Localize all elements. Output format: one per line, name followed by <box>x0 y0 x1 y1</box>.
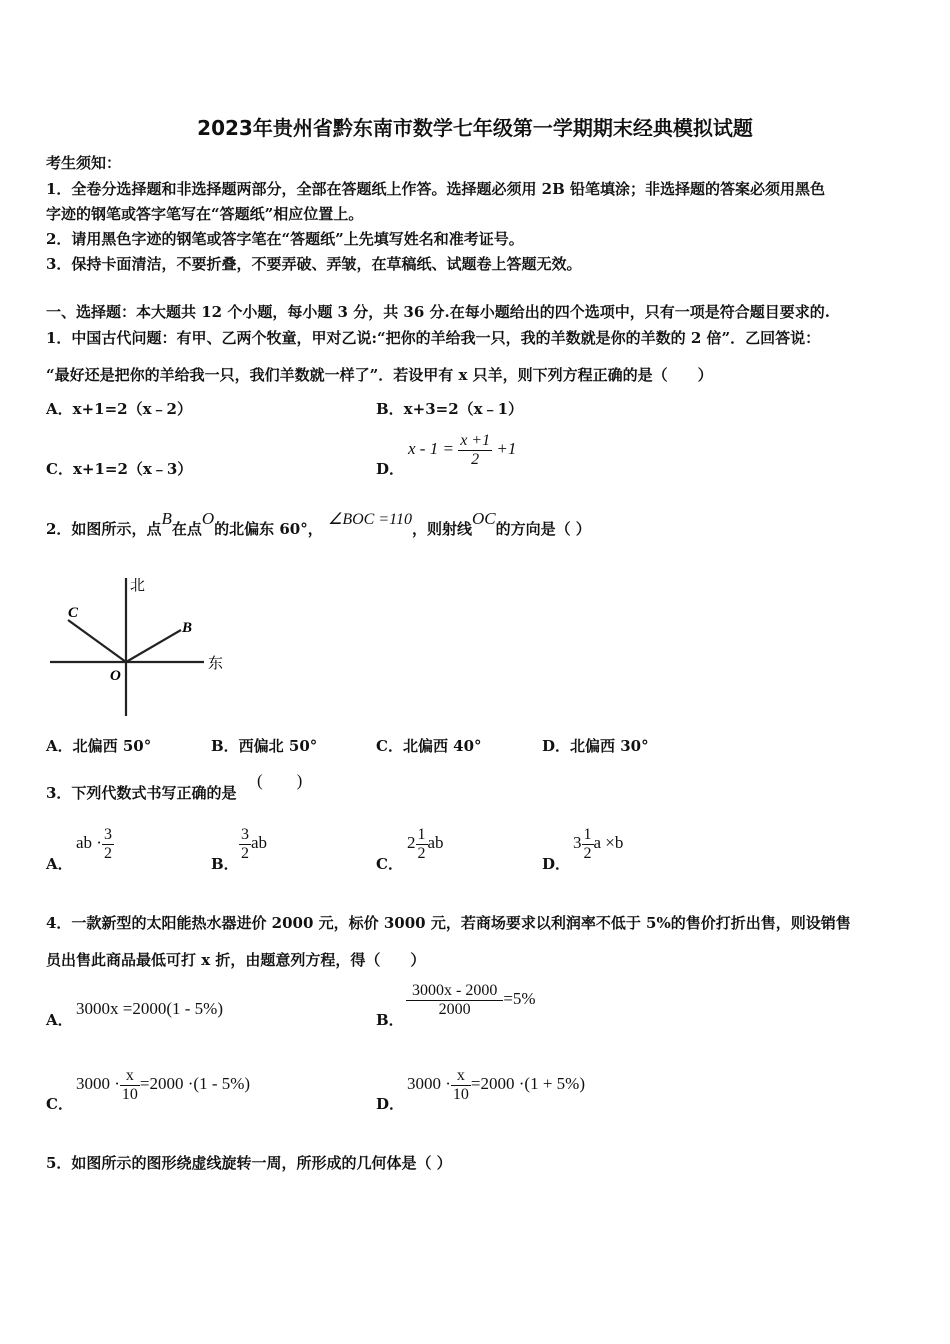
q3-option-b-label: B． <box>211 855 239 873</box>
east-label: 东 <box>208 654 224 672</box>
notice-line-1b: 字迹的钢笔或答字笔写在“答题纸”相应位置上。 <box>46 205 364 223</box>
notice-line-2: 2．请用黑色字迹的钢笔或答字笔在“答题纸”上先填写姓名和准考证号。 <box>46 230 524 248</box>
q1-option-d-expr: x - 1 = $\frac{x +1}{2}$ +1 <box>408 432 517 468</box>
direction-diagram <box>46 570 236 722</box>
ray-ob <box>126 630 181 662</box>
q2-option-c: C．北偏西 40° <box>376 737 482 755</box>
q4-line-2: 员出售此商品最低可打 x 折，由题意列方程，得（ ） <box>46 951 426 969</box>
q1-d-fraction: $\frac{x +1}{2}$ <box>460 432 491 468</box>
q1-option-a: A．x+1=2（x﹣2） <box>46 400 192 418</box>
q4-option-a-label: A． <box>46 1011 73 1029</box>
q2-option-b: B．西偏北 50° <box>211 737 318 755</box>
q3-option-c-label: C． <box>376 855 403 873</box>
point-o-label: O <box>110 668 121 684</box>
q3-option-c-expr: 2 $\frac{1}{2}$ ab <box>407 826 444 862</box>
q4-option-a-expr: 3000x =2000(1 - 5%) <box>76 999 223 1018</box>
notice-line-1a: 1．全卷分选择题和非选择题两部分，全部在答题纸上作答。选择题必须用 2B 铅笔填涂；非选择题的答案必须用黑色 <box>46 180 826 198</box>
q3-stem: 3．下列代数式书写正确的是 <box>46 784 237 802</box>
q4-option-d-label: D． <box>376 1095 405 1113</box>
q4-option-b-label: B． <box>376 1011 404 1029</box>
notice-line-3: 3．保持卡面清洁，不要折叠，不要弄破、弄皱，在草稿纸、试题卷上答题无效。 <box>46 255 582 273</box>
point-c-label: C <box>68 605 79 621</box>
q2-option-a: A．北偏西 50° <box>46 737 152 755</box>
point-b-label: B <box>182 620 193 636</box>
q1-option-c: C．x+1=2（x﹣3） <box>46 460 193 478</box>
notice-heading: 考生须知： <box>46 154 122 172</box>
q5-stem: 5．如图所示的图形绕虚线旋转一周，所形成的几何体是（ ） <box>46 1154 452 1172</box>
q3-option-b-expr: $\frac{3}{2}$ ab <box>241 826 268 862</box>
q3-option-d-expr: 3 $\frac{1}{2}$ a ×b <box>573 826 624 862</box>
page-title: 2023年贵州省黔东南市数学七年级第一学期期末经典模拟试题 <box>197 116 753 140</box>
q4-option-b-expr: $\frac{3000x - 2000}{2000}$ =5% <box>406 982 536 1018</box>
q1-option-b: B．x+3=2（x﹣1） <box>376 400 524 418</box>
q2-stem: 2．如图所示，点B在点O的北偏东 60°， ∠BOC =110，则射线OC的方向是（ ） <box>46 509 591 538</box>
q4-option-d-expr: 3000 · $\frac{x}{10}$ =2000 ·(1 + 5%) <box>407 1067 585 1103</box>
q4-line-1: 4．一款新型的太阳能热水器进价 2000 元，标价 3000 元，若商场要求以利润率不低于 5%的售价打折出售，则设销售 <box>46 914 851 932</box>
q3-paren: ( ) <box>257 771 303 790</box>
q3-option-d-label: D． <box>542 855 571 873</box>
q2-option-d: D．北偏西 30° <box>542 737 649 755</box>
north-label: 北 <box>130 576 146 594</box>
q4-option-c-label: C． <box>46 1095 73 1113</box>
ray-oc <box>68 620 126 662</box>
q3-option-a-label: A． <box>46 855 73 873</box>
q1-line-2: “最好还是把你的羊给我一只，我们羊数就一样了”．若设甲有 x 只羊，则下列方程正确的是（ ） <box>46 366 713 384</box>
q1-line-1: 1．中国古代问题：有甲、乙两个牧童，甲对乙说:“把你的羊给我一只，我的羊数就是你的羊数的 2 倍”．乙回答说： <box>46 329 821 347</box>
section-heading: 一、选择题：本大题共 12 个小题，每小题 3 分，共 36 分.在每小题给出的四个选项中，只有一项是符合题目要求的. <box>46 303 830 321</box>
q3-option-a-expr: ab · $\frac{3}{2}$ <box>76 826 112 862</box>
q1-option-d-label: D． <box>376 460 405 478</box>
q4-option-c-expr: 3000 · $\frac{x}{10}$ =2000 ·(1 - 5%) <box>76 1067 251 1103</box>
